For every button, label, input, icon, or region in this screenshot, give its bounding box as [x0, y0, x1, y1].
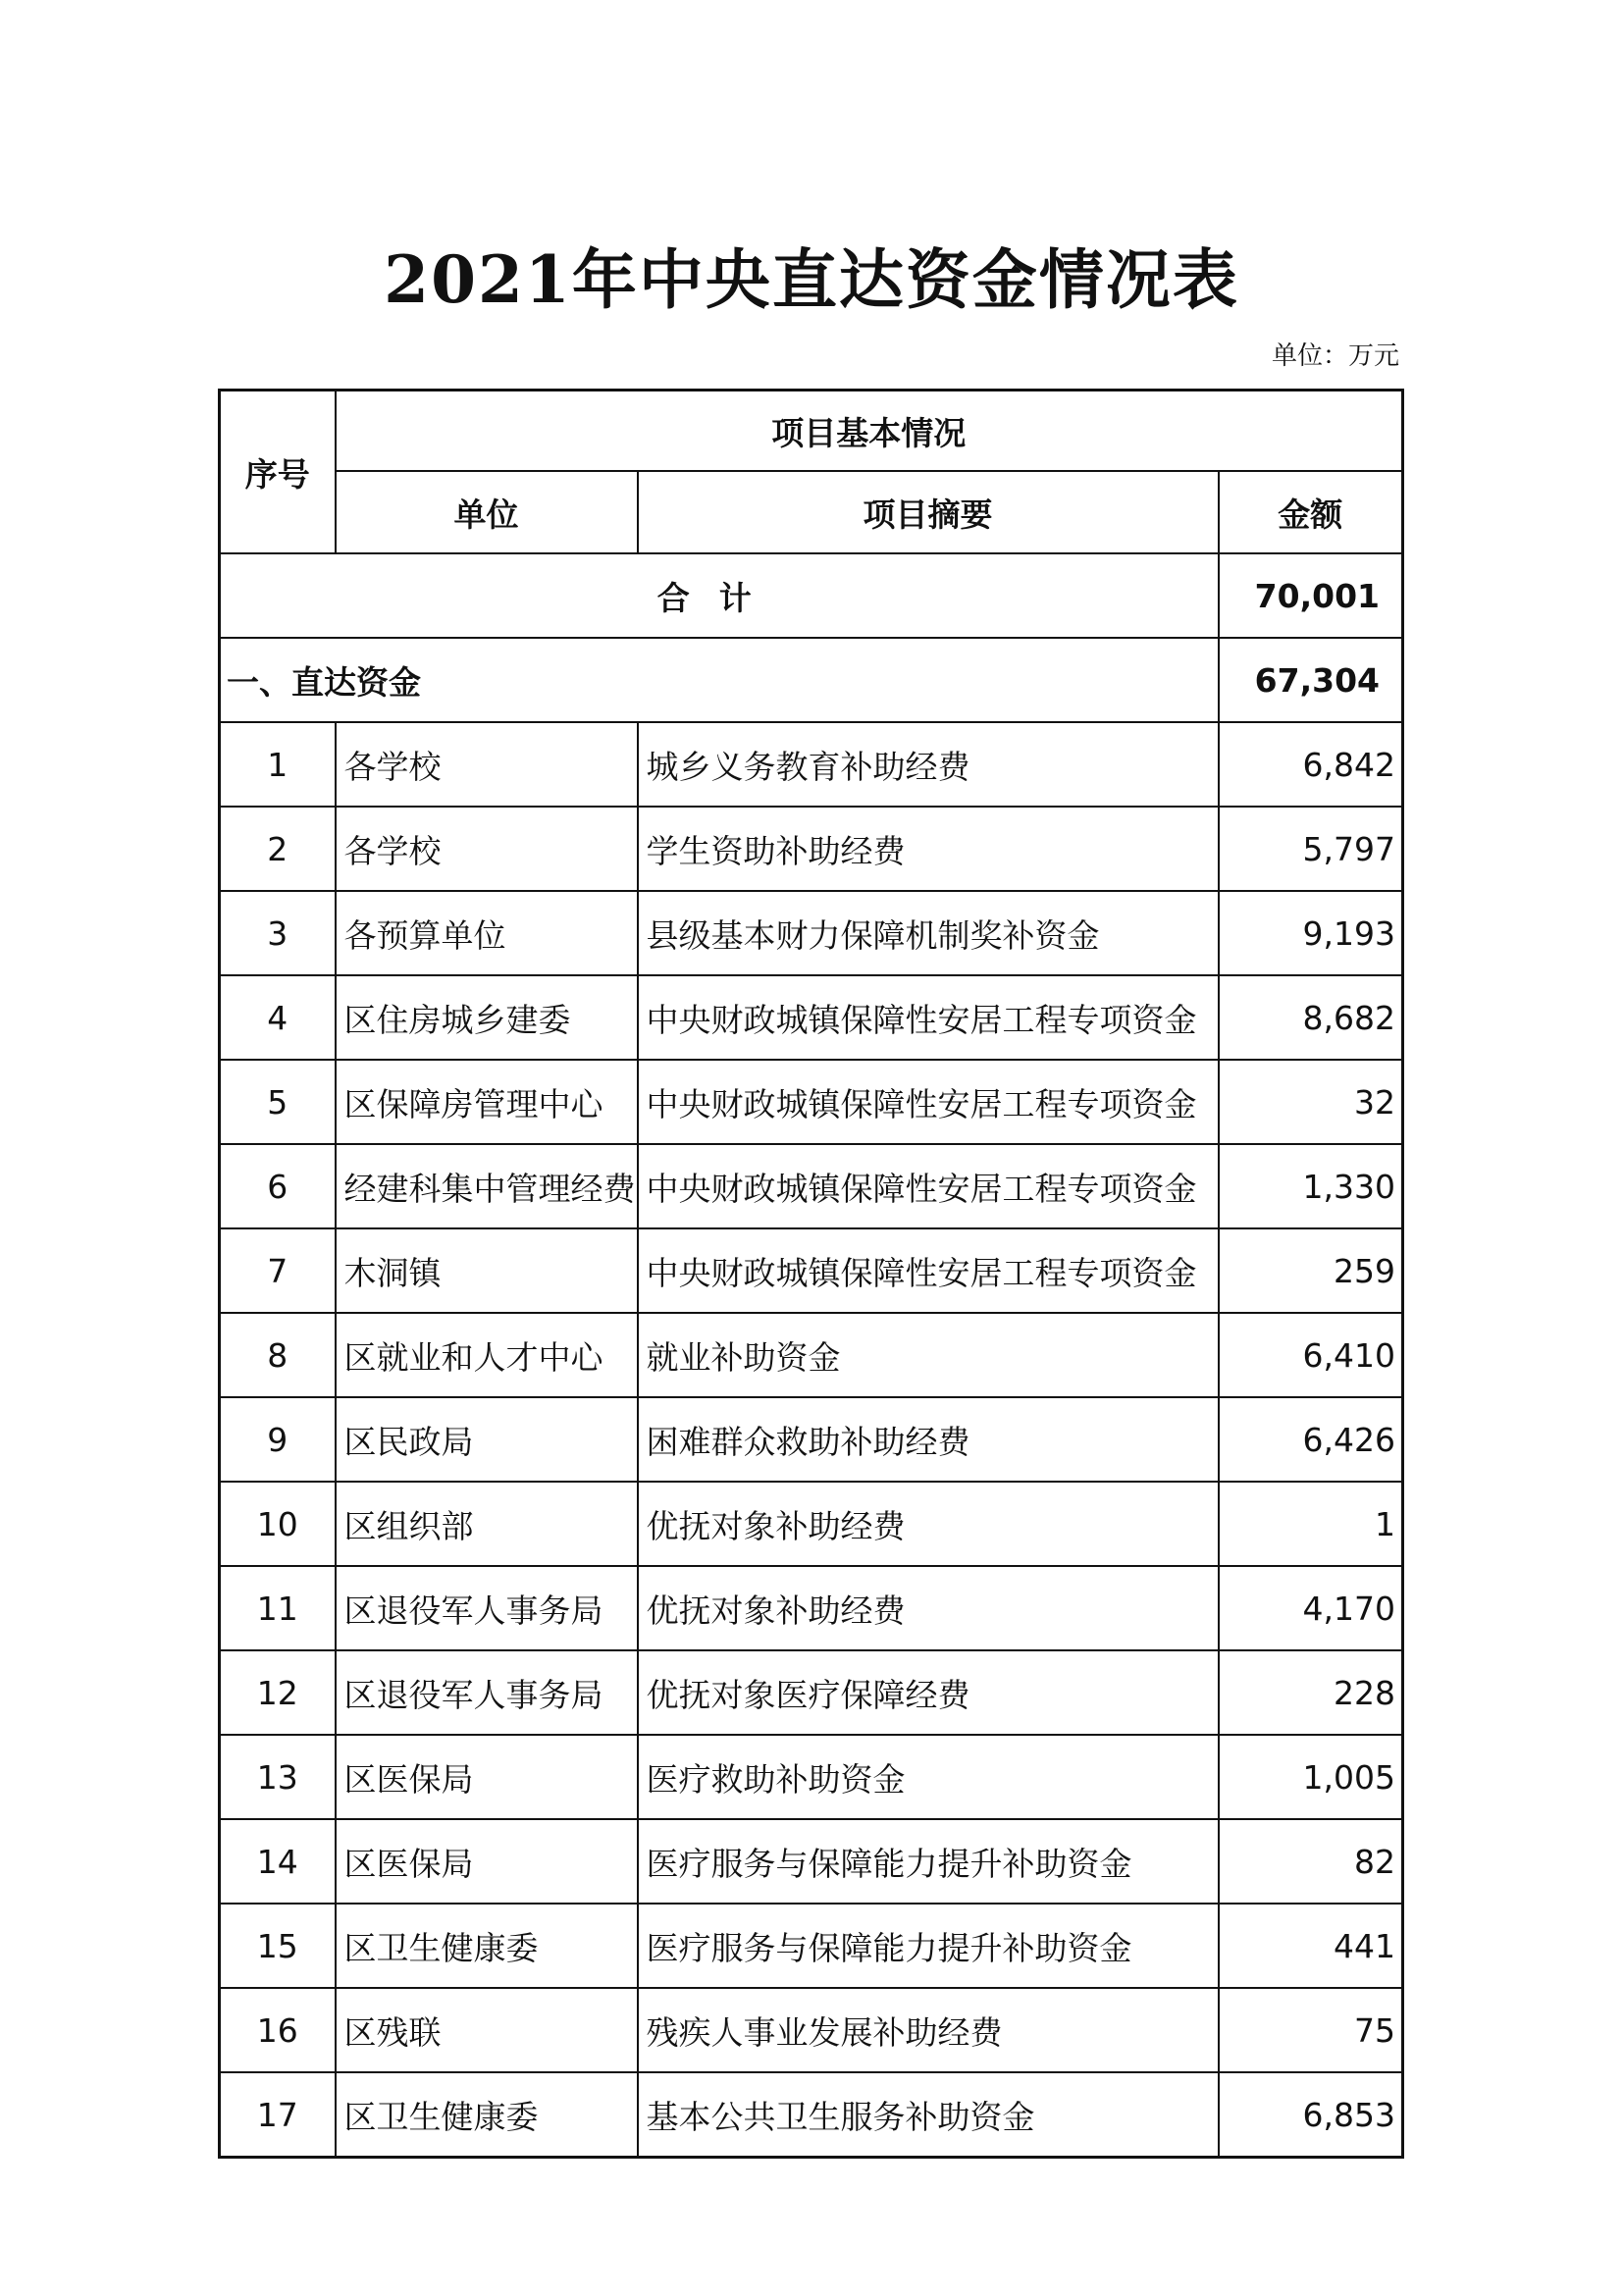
row-index: 8	[220, 1313, 336, 1397]
row-summary: 优抚对象医疗保障经费	[638, 1650, 1219, 1735]
header-row	[220, 391, 1403, 472]
row-amount: 82	[1219, 1819, 1403, 1904]
funds-table	[218, 389, 1404, 2159]
row-index: 15	[220, 1904, 336, 1988]
row-summary: 医疗救助补助资金	[638, 1735, 1219, 1819]
subheader-row	[220, 471, 1403, 553]
row-index: 11	[220, 1566, 336, 1650]
row-amount: 32	[1219, 1060, 1403, 1144]
row-summary: 就业补助资金	[638, 1313, 1219, 1397]
row-index: 10	[220, 1482, 336, 1566]
row-index: 7	[220, 1228, 336, 1313]
row-summary: 中央财政城镇保障性安居工程专项资金	[638, 975, 1219, 1060]
row-index: 1	[220, 722, 336, 807]
row-index: 4	[220, 975, 336, 1060]
row-unit: 区就业和人才中心	[336, 1313, 638, 1397]
row-unit: 区医保局	[336, 1819, 638, 1904]
row-summary: 医疗服务与保障能力提升补助资金	[638, 1904, 1219, 1988]
row-unit: 各预算单位	[336, 891, 638, 975]
table-row	[220, 1060, 1403, 1144]
row-summary: 学生资助补助经费	[638, 807, 1219, 891]
row-index: 17	[220, 2072, 336, 2158]
row-unit: 木洞镇	[336, 1228, 638, 1313]
row-amount: 441	[1219, 1904, 1403, 1988]
row-amount: 9,193	[1219, 891, 1403, 975]
row-unit: 区组织部	[336, 1482, 638, 1566]
row-summary: 中央财政城镇保障性安居工程专项资金	[638, 1060, 1219, 1144]
header-unit: 单位	[336, 471, 638, 553]
table-row	[220, 975, 1403, 1060]
table-row	[220, 891, 1403, 975]
row-amount: 6,410	[1219, 1313, 1403, 1397]
row-unit: 各学校	[336, 807, 638, 891]
header-amount: 金额	[1219, 471, 1403, 553]
row-summary: 优抚对象补助经费	[638, 1482, 1219, 1566]
unit-note: 单位：万元	[1271, 341, 1399, 371]
row-summary: 残疾人事业发展补助经费	[638, 1988, 1219, 2072]
table-row	[220, 1988, 1403, 2072]
section-label: 一、直达资金	[220, 638, 1219, 722]
row-unit: 区保障房管理中心	[336, 1060, 638, 1144]
row-summary: 优抚对象补助经费	[638, 1566, 1219, 1650]
row-amount: 1	[1219, 1482, 1403, 1566]
table-row	[220, 1735, 1403, 1819]
row-unit: 区退役军人事务局	[336, 1650, 638, 1735]
row-index: 2	[220, 807, 336, 891]
row-amount: 8,682	[1219, 975, 1403, 1060]
row-unit: 区残联	[336, 1988, 638, 2072]
table-row	[220, 1904, 1403, 1988]
table-row	[220, 722, 1403, 807]
row-index: 16	[220, 1988, 336, 2072]
row-unit: 经建科集中管理经费	[336, 1144, 638, 1228]
row-index: 3	[220, 891, 336, 975]
row-summary: 基本公共卫生服务补助资金	[638, 2072, 1219, 2158]
row-summary: 中央财政城镇保障性安居工程专项资金	[638, 1144, 1219, 1228]
row-amount: 6,842	[1219, 722, 1403, 807]
total-amount: 70,001	[1219, 553, 1403, 638]
row-summary: 城乡义务教育补助经费	[638, 722, 1219, 807]
row-index: 13	[220, 1735, 336, 1819]
total-row	[220, 553, 1403, 638]
row-amount: 4,170	[1219, 1566, 1403, 1650]
row-index: 14	[220, 1819, 336, 1904]
row-amount: 75	[1219, 1988, 1403, 2072]
row-amount: 1,330	[1219, 1144, 1403, 1228]
table-row	[220, 1566, 1403, 1650]
row-unit: 区民政局	[336, 1397, 638, 1482]
table-row	[220, 1819, 1403, 1904]
header-group: 项目基本情况	[336, 391, 1403, 472]
row-summary: 困难群众救助补助经费	[638, 1397, 1219, 1482]
row-unit: 区住房城乡建委	[336, 975, 638, 1060]
table-row	[220, 2072, 1403, 2158]
row-amount: 259	[1219, 1228, 1403, 1313]
row-unit: 区卫生健康委	[336, 1904, 638, 1988]
row-amount: 5,797	[1219, 807, 1403, 891]
header-index: 序号	[220, 391, 336, 554]
row-unit: 区卫生健康委	[336, 2072, 638, 2158]
row-index: 12	[220, 1650, 336, 1735]
row-summary: 县级基本财力保障机制奖补资金	[638, 891, 1219, 975]
table-row	[220, 1397, 1403, 1482]
table-row	[220, 807, 1403, 891]
row-amount: 6,426	[1219, 1397, 1403, 1482]
row-unit: 区医保局	[336, 1735, 638, 1819]
header-summary: 项目摘要	[638, 471, 1219, 553]
total-label: 合计	[220, 553, 1219, 638]
row-summary: 中央财政城镇保障性安居工程专项资金	[638, 1228, 1219, 1313]
row-unit: 各学校	[336, 722, 638, 807]
row-index: 5	[220, 1060, 336, 1144]
table-row	[220, 1144, 1403, 1228]
section-amount: 67,304	[1219, 638, 1403, 722]
table-row	[220, 1228, 1403, 1313]
table-row	[220, 1650, 1403, 1735]
row-unit: 区退役军人事务局	[336, 1566, 638, 1650]
row-amount: 228	[1219, 1650, 1403, 1735]
table-row	[220, 1482, 1403, 1566]
row-summary: 医疗服务与保障能力提升补助资金	[638, 1819, 1219, 1904]
row-amount: 1,005	[1219, 1735, 1403, 1819]
row-index: 9	[220, 1397, 336, 1482]
table-row	[220, 1313, 1403, 1397]
row-amount: 6,853	[1219, 2072, 1403, 2158]
row-index: 6	[220, 1144, 336, 1228]
section-row	[220, 638, 1403, 722]
page-title: 2021年中央直达资金情况表	[384, 241, 1239, 318]
